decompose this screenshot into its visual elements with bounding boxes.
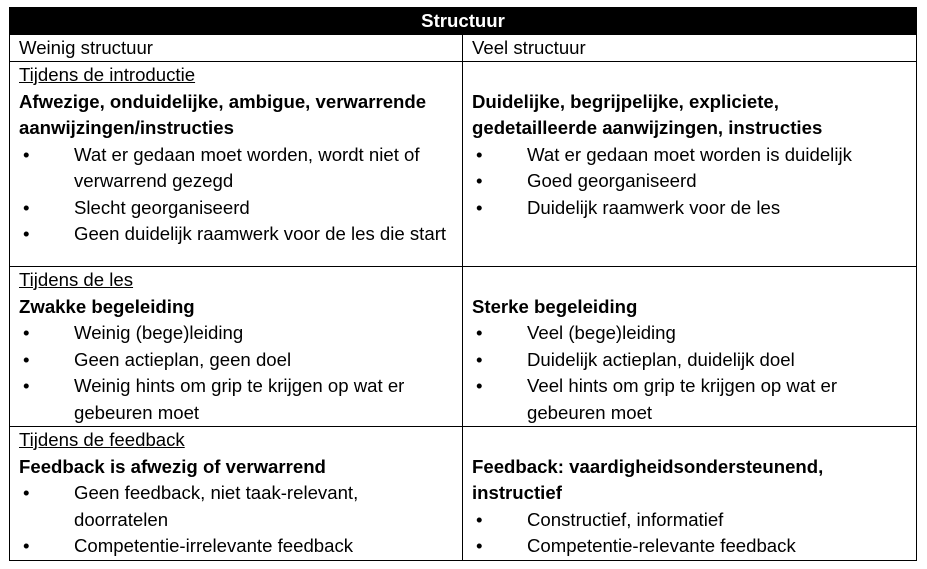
- list-item-text: Wat er gedaan moet worden is duidelijk: [527, 143, 852, 165]
- list-item: [19, 142, 453, 195]
- bullet-icon: •: [23, 535, 30, 556]
- title-row: [10, 8, 917, 35]
- bullet-icon: •: [23, 482, 30, 503]
- cell-feedback-veel: [463, 427, 917, 561]
- bullet-icon: •: [23, 143, 30, 165]
- section-row-introductie: [10, 62, 917, 267]
- list-item-text: Geen actieplan, geen doel: [74, 348, 292, 370]
- column-header-weinig-structuur: Weinig structuur: [10, 35, 463, 62]
- bullet-list: [472, 320, 907, 426]
- cell-les-weinig: [10, 267, 463, 427]
- list-item-text: Weinig (bege)leiding: [74, 322, 244, 343]
- cell-introductie-veel: [463, 62, 917, 267]
- bullet-icon: •: [23, 348, 30, 370]
- list-item-text: Slecht georganiseerd: [74, 196, 250, 218]
- list-item: [472, 142, 907, 169]
- list-item: [19, 347, 453, 374]
- list-item-text: Veel hints om grip te krijgen op wat er gebeuren moet: [527, 375, 838, 423]
- bullet-icon: •: [476, 170, 483, 191]
- label-spacer: [472, 62, 907, 89]
- list-item: [472, 195, 907, 222]
- section-label: Tijdens de les: [19, 269, 134, 290]
- list-item: [19, 195, 453, 222]
- section-heading: Feedback is afwezig of verwarrend: [19, 455, 326, 477]
- section-heading: Sterke begeleiding: [472, 295, 638, 317]
- bullet-list: [472, 142, 907, 222]
- list-item: [19, 320, 453, 347]
- section-heading: Afwezige, onduidelijke, ambigue, verwarrende aanwijzingen/instructies: [19, 90, 427, 138]
- list-item-text: Weinig hints om grip te krijgen op wat er gebeuren moet: [74, 375, 405, 423]
- section-heading: Duidelijke, begrijpelijke, expliciete, gedetailleerde aanwijzingen, instructies: [472, 90, 823, 138]
- list-item-text: Goed georganiseerd: [527, 170, 697, 191]
- list-item: [472, 373, 907, 426]
- cell-feedback-weinig: [10, 427, 463, 561]
- bullet-icon: •: [476, 196, 483, 218]
- list-item-text: Veel (bege)leiding: [527, 322, 676, 343]
- label-spacer: [472, 267, 907, 294]
- cell-les-veel: [463, 267, 917, 427]
- bullet-icon: •: [476, 375, 483, 396]
- list-item-text: Competentie-irrelevante feedback: [74, 535, 354, 556]
- section-heading: Feedback: vaardigheidsondersteunend, instructief: [472, 455, 824, 503]
- list-item: [472, 168, 907, 195]
- section-row-feedback: [10, 427, 917, 561]
- table-title: Structuur: [10, 8, 917, 35]
- bullet-icon: •: [476, 322, 483, 343]
- bullet-icon: •: [23, 375, 30, 396]
- list-item: [472, 533, 907, 560]
- bullet-icon: •: [476, 535, 483, 556]
- list-item-text: Geen duidelijk raamwerk voor de les die start: [74, 223, 447, 244]
- section-label: Tijdens de feedback: [19, 429, 185, 450]
- bullet-list: [19, 320, 453, 426]
- section-label: Tijdens de introductie: [19, 64, 196, 85]
- list-item-text: Duidelijk actieplan, duidelijk doel: [527, 348, 795, 370]
- list-item: [472, 507, 907, 534]
- section-row-les: [10, 267, 917, 427]
- bullet-icon: •: [23, 322, 30, 343]
- column-header-row: [10, 35, 917, 62]
- bullet-icon: •: [23, 196, 30, 218]
- structuur-table: [9, 7, 917, 561]
- list-item: [19, 373, 453, 426]
- bullet-icon: •: [23, 223, 30, 244]
- bullet-icon: •: [476, 348, 483, 370]
- list-item: [19, 533, 453, 560]
- bullet-list: [472, 507, 907, 560]
- bullet-list: [19, 480, 453, 560]
- list-item: [19, 480, 453, 533]
- bullet-icon: •: [476, 143, 483, 165]
- list-item: [472, 347, 907, 374]
- list-item: [19, 221, 453, 248]
- list-item-text: Competentie-relevante feedback: [527, 535, 796, 556]
- bullet-icon: •: [476, 508, 483, 530]
- bullet-list: [19, 142, 453, 248]
- label-spacer: [472, 427, 907, 454]
- list-item: [472, 320, 907, 347]
- list-item-text: Constructief, informatief: [527, 508, 724, 530]
- section-heading: Zwakke begeleiding: [19, 295, 195, 317]
- cell-introductie-weinig: [10, 62, 463, 267]
- list-item-text: Geen feedback, niet taak-relevant, doorratelen: [74, 482, 359, 530]
- list-item-text: Wat er gedaan moet worden, wordt niet of verwarrend gezegd: [74, 143, 420, 191]
- column-header-veel-structuur: Veel structuur: [463, 35, 917, 62]
- list-item-text: Duidelijk raamwerk voor de les: [527, 196, 781, 218]
